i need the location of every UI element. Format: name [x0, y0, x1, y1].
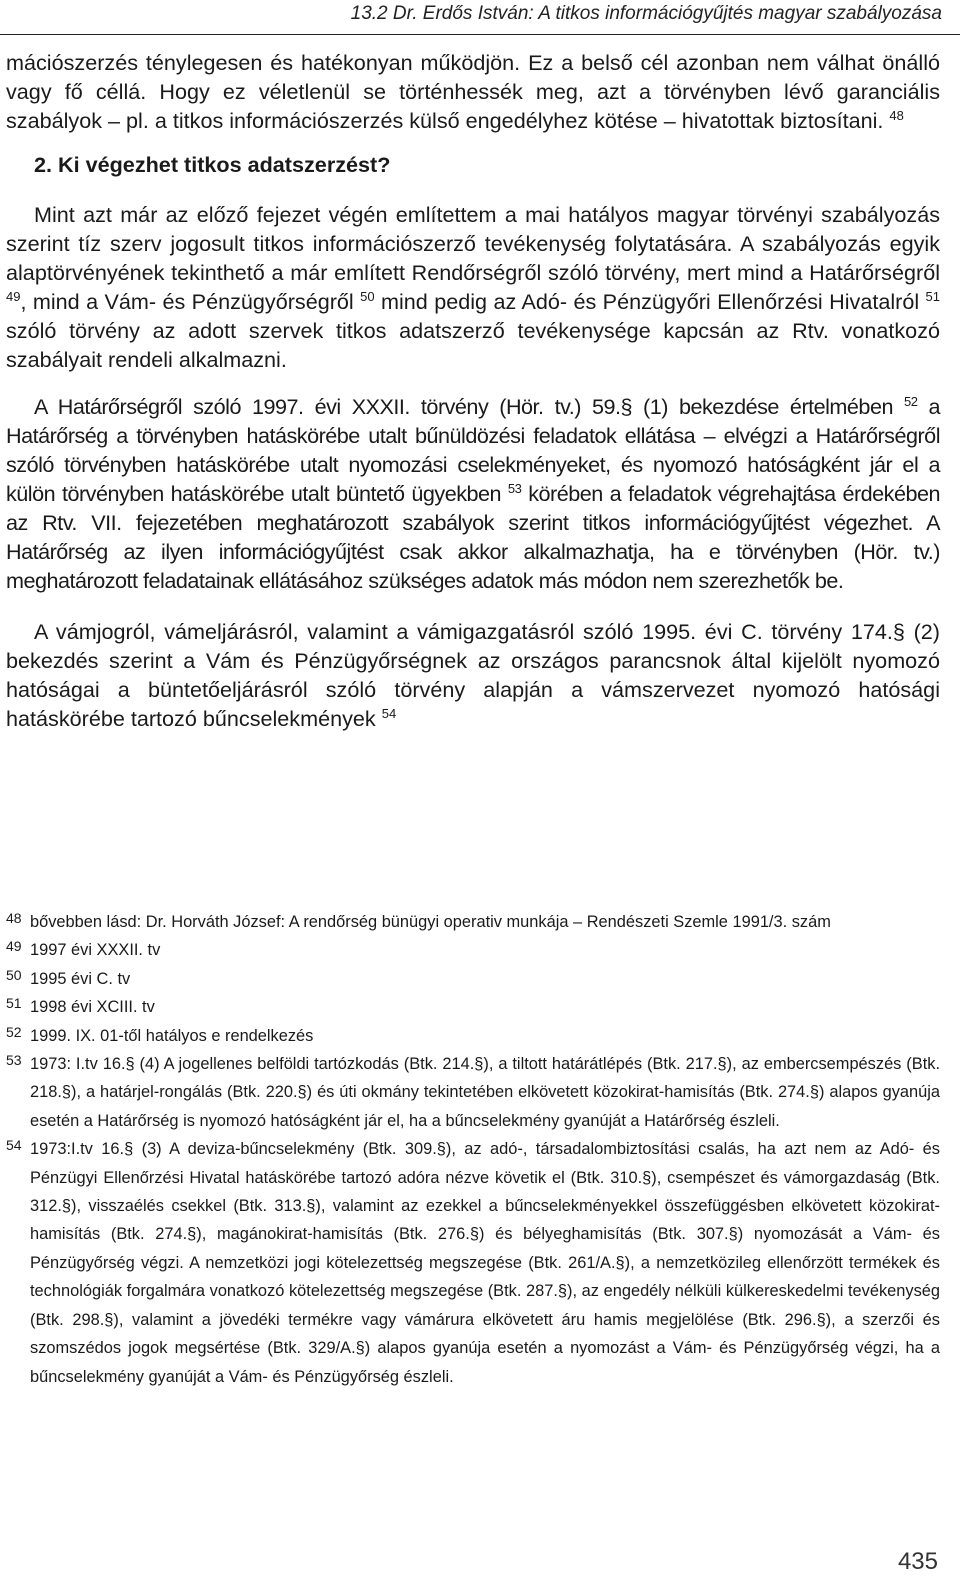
- footnote-number: 50: [6, 966, 22, 983]
- footnote-ref: 48: [889, 108, 904, 123]
- paragraph-intro: [6, 48, 940, 135]
- footnote-text: 1973:I.tv 16.§ (3) A deviza-bűncselekmény (Btk. 309.§), az adó-, társadalombiztosítási csalás, ha azt nem az Adó- és Pénzügyi Ellenőrzési Hivatal hatáskörébe tartozó adóra nézve követik el (Btk. 310.§), csempészet és vámorgazdaság (Btk. 312.§), visszaélés csekkel (Btk. 313.§), valamint az ezekkel a bűncselekményekkel összefüggésben elkövetett közokirat-hamisítás (Btk. 274.§), magánokirat-hamisítás (Btk. 276.§) és bélyeghamisítás (Btk. 307.§) nyomozását a Vám- és Pénzügyőrség végzi. A nemzetközi jogi kötelezettség megszegése (Btk. 261/A.§), a nemzetközileg ellenőrzött termékek és technológiák forgalmára vonatkozó kötelezettség megszegése (Btk. 287.§), az engedély nélküli külkereskedelmi tevékenység (Btk. 298.§), valamint a jövedéki termékre vagy vámárura elkövetett áru hamis megjelölése (Btk. 296.§), a szerzői és szomszédos jogok megsértése (Btk. 329/A.§) alapos gyanúja esetén a nyomozást a Vám- és Pénzügyőrség végzi, ha a bűncselekmény gyanúját a Vám- és Pénzügyőrség észleli.: [30, 1140, 940, 1386]
- footnote-number: 52: [6, 1023, 22, 1040]
- main-text: [6, 48, 940, 733]
- paragraph-2: [6, 392, 940, 595]
- paragraph-intro-text: mációszerzés ténylegesen és hatékonyan működjön. Ez a belső cél azonban nem válhat önálló vagy fő céllá. Hogy ez véletlenül se történhessék meg, azt a törvényben lévő garanciális szabályok – pl. a titkos információszerzés külső engedélyhez kötése – hivatottak biztosítani.: [6, 50, 940, 133]
- footnote-item: [6, 908, 940, 936]
- footnote-item: [6, 936, 940, 964]
- footnote-item: [6, 1022, 940, 1050]
- paragraph-1-text-c: mind pedig az Adó- és Pénzügyőri Ellenőrzési Hivatalról: [381, 289, 920, 314]
- running-header: [0, 0, 960, 42]
- footnote-ref: 51: [925, 289, 941, 304]
- paragraph-2-text-b: a Határőrség a törvényben hatáskörébe utalt bűnüldözési feladatok ellátása – elvégzi a Határőrségről szóló törvényben hatáskörébe utalt nyomozási cselekményeket, és nyomozó hatóságként jár el a külön törvényben hatáskörébe utalt büntető ügyekben: [6, 394, 941, 506]
- footnote-item: [6, 993, 940, 1021]
- paragraph-2-text-a: A Határőrségről szóló 1997. évi XXXII. törvény (Hör. tv.) 59.§ (1) bekezdése értelmében: [34, 394, 893, 419]
- paragraph-1-text-a: Mint azt már az előző fejezet végén említettem a mai hatályos magyar törvényi szabályozás szerint tíz szerv jogosult titkos információszerző tevékenység folytatására. A szabályozás egyik alaptörvényének tekinthető a már említett Rendőrségről szóló törvény, mert mind a Határőrségről: [6, 202, 940, 285]
- footnote-ref: 52: [904, 394, 918, 409]
- footnote-text: 1997 évi XXXII. tv: [30, 941, 161, 960]
- footnote-text: bővebben lásd: Dr. Horváth József: A rendőrség bünügyi operativ munkája – Rendészeti Szemle 1991/3. szám: [30, 913, 831, 931]
- footnote-item: [6, 1050, 940, 1135]
- paragraph-3-text: A vámjogról, vámeljárásról, valamint a vámigazgatásról szóló 1995. évi C. törvény 174.§ (2) bekezdés szerint a Vám és Pénzügyőrségnek az országos parancsnok által kijelölt nyomozó hatóságai a büntetőeljárásról szóló törvény alapján a vámszervezet nyomozó hatósági hatáskörébe tartozó bűncselekmények: [6, 619, 940, 731]
- footnote-number: 53: [6, 1052, 22, 1069]
- paragraph-2-text-c: körében a feladatok végrehajtása érdekében az Rtv. VII. fejezetében meghatározott szabályok szerint titkos információgyűjtést végezhet. A Határőrség az ilyen információgyűjtést csak akkor alkalmazhatja, ha e törvényben (Hör. tv.) meghatározott feladatainak ellátásához szükséges adatok más módon nem szerezhetők be.: [6, 481, 941, 593]
- footnotes: [6, 908, 940, 1391]
- footnote-text: 1999. IX. 01-től hatályos e rendelkezés: [30, 1026, 314, 1045]
- footnote-ref: 49: [6, 289, 21, 304]
- footnote-ref: 54: [381, 706, 397, 721]
- running-header-title: 13.2 Dr. Erdős István: A titkos információgyűjtés magyar szabályozása: [350, 3, 942, 24]
- footnote-item: [6, 1135, 940, 1391]
- footnote-text: 1998 évi XCIII. tv: [30, 998, 155, 1017]
- paragraph-3: [6, 617, 940, 733]
- footnote-ref: 50: [360, 289, 375, 304]
- footnote-ref: 53: [507, 481, 522, 496]
- section-heading: 2. Ki végezhet titkos adatszerzést?: [34, 152, 391, 177]
- footnote-text: 1973: I.tv 16.§ (4) A jogellenes belföldi tartózkodás (Btk. 214.§), a tiltott határátlépés (Btk. 217.§), az embercsempészés (Btk. 218.§), a határjel-rongálás (Btk. 220.§) és úti okmány tekintetében elkövetett közokirat-hamisítás (Btk. 274.§) alapos gyanúja esetén a Határőrség is nyomozó hatóságként jár el, ha a bűncselekmény gyanúját a Határőrség észleli.: [30, 1055, 940, 1130]
- footnote-number: 48: [6, 910, 22, 926]
- footnote-number: 54: [6, 1137, 22, 1154]
- footnote-number: 49: [6, 938, 22, 955]
- paragraph-1-text-d: szóló törvény az adott szervek titkos adatszerző tevékenysége kapcsán az Rtv. vonatkozó szabályait rendeli alkalmazni.: [6, 318, 940, 372]
- paragraph-1: [6, 200, 940, 374]
- footnote-text: 1995 évi C. tv: [30, 969, 131, 988]
- footnote-number: 51: [6, 995, 22, 1012]
- header-rule: [0, 34, 960, 35]
- paragraph-1-text-b: , mind a Vám- és Pénzügyőrségről: [20, 289, 354, 314]
- page-number: 435: [897, 1548, 938, 1575]
- footnote-item: [6, 965, 940, 993]
